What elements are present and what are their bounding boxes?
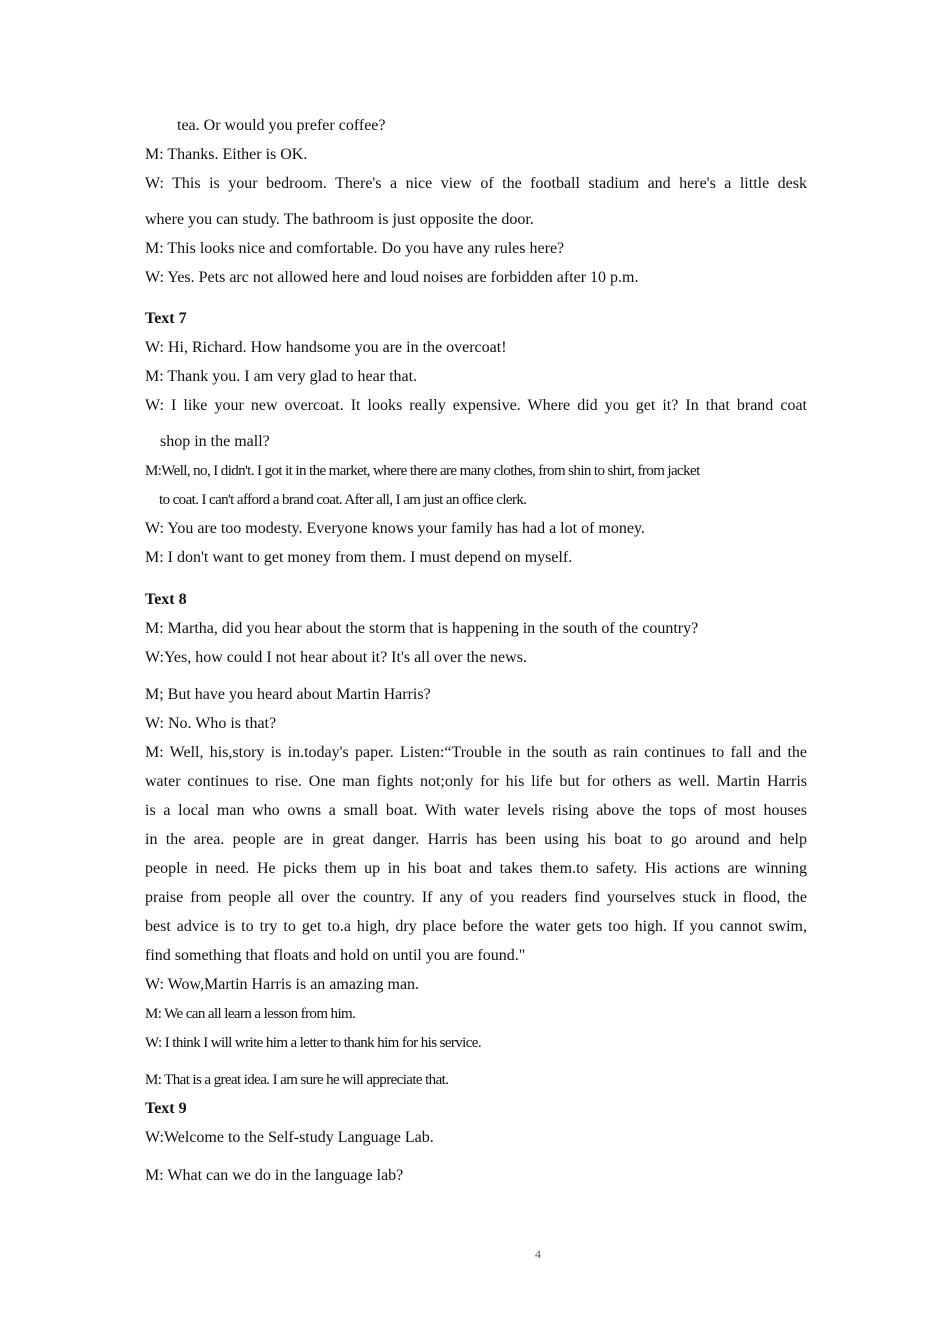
text-line: W: Yes. Pets arc not allowed here and loud noises are forbidden after 10 p.m. [145,269,639,286]
text-line: to coat. I can't afford a brand coat. After all, I am just an office clerk. [159,492,527,508]
text-line: M; But have you heard about Martin Harris? [145,686,431,703]
text-line: shop in the mall? [160,433,270,450]
text-line: W:Welcome to the Self-study Language Lab. [145,1129,434,1146]
text-line: M: Thanks. Either is OK. [145,146,308,163]
text-line: M: Thank you. I am very glad to hear that. [145,368,418,385]
text-line: find something that floats and hold on until you are found." [145,947,526,964]
text-line: W: No. Who is that? [145,715,277,732]
text-line: M: We can all learn a lesson from him. [145,1006,356,1022]
text-line: best advice is to try to get to.a high, dry place before the water gets too high. If you cannot swim, [145,918,807,935]
text-line: in the area. people are in great danger. Harris has been using his boat to go around and help [145,831,807,848]
text-line: tea. Or would you prefer coffee? [177,117,386,134]
text-line: M: This looks nice and comfortable. Do you have any rules here? [145,240,565,257]
text-line: W: Wow,Martin Harris is an amazing man. [145,976,420,993]
section-heading: Text 9 [145,1100,187,1117]
page-number: 4 [535,1247,541,1261]
text-line: people in need. He picks them up in his boat and takes them.to safety. His actions are winning [145,860,807,877]
text-line: W: This is your bedroom. There's a nice view of the football stadium and here's a little desk [145,175,807,192]
text-line: M: Well, his,story is in.today's paper. Listen:“Trouble in the south as rain continues to fall and the [145,744,807,761]
section-heading: Text 8 [145,591,187,608]
text-line: praise from people all over the country. If any of you readers find yourselves stuck in flood, the [145,889,807,906]
text-line: W:Yes, how could I not hear about it? It's all over the news. [145,649,527,666]
text-line: W: I think I will write him a letter to thank him for his service. [145,1035,482,1051]
text-line: M: What can we do in the language lab? [145,1167,404,1184]
section-heading: Text 7 [145,310,187,327]
text-line: where you can study. The bathroom is just opposite the door. [145,211,534,228]
text-line: water continues to rise. One man fights not;only for his life but for others as well. Martin Harris [145,773,807,790]
text-line: M: That is a great idea. I am sure he will appreciate that. [145,1072,449,1088]
text-line: M:Well, no, I didn't. I got it in the market, where there are many clothes, from shin to shirt, from jacket [145,463,700,479]
text-line: M: I don't want to get money from them. I must depend on myself. [145,549,573,566]
text-line: W: Hi, Richard. How handsome you are in the overcoat! [145,339,507,356]
text-line: M: Martha, did you hear about the storm that is happening in the south of the country? [145,620,699,637]
text-line: W: I like your new overcoat. It looks really expensive. Where did you get it? In that brand coat [145,397,807,414]
text-line: is a local man who owns a small boat. With water levels rising above the tops of most houses [145,802,807,819]
text-line: W: You are too modesty. Everyone knows your family has had a lot of money. [145,520,645,537]
